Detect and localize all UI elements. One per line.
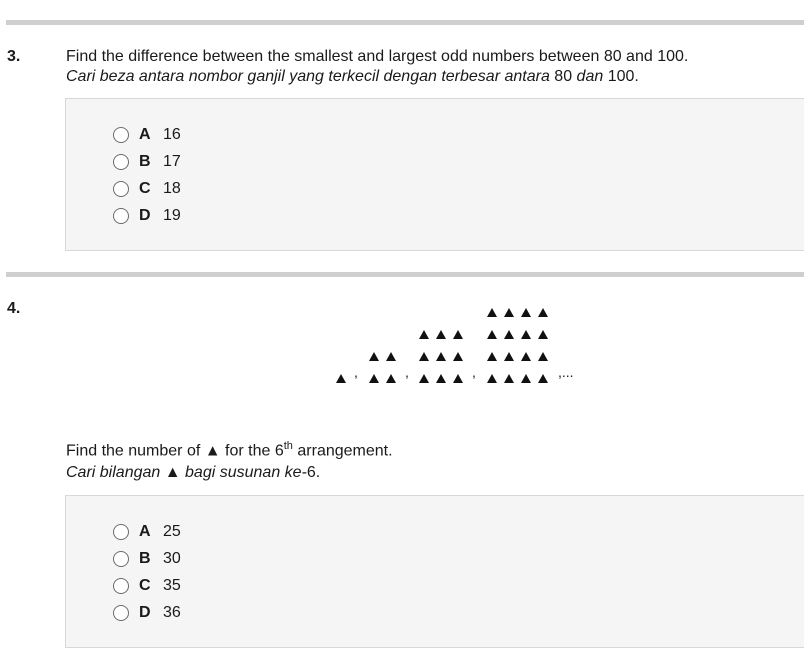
number-80: 80: [554, 68, 573, 85]
top-divider: [6, 20, 804, 25]
option-letter: A: [139, 126, 151, 143]
question-text-english: [66, 440, 393, 460]
option-letter: D: [139, 604, 151, 621]
option-letter: A: [139, 523, 151, 540]
radio-button[interactable]: [113, 127, 129, 143]
radio-button[interactable]: [113, 154, 129, 170]
radio-button[interactable]: [113, 208, 129, 224]
separator-comma: ,: [354, 364, 358, 380]
option-c[interactable]: [113, 179, 181, 199]
separator-comma: ,: [472, 364, 476, 380]
question-text-part: Cari bilangan: [66, 464, 165, 481]
continuation-ellipsis: ,...: [558, 364, 574, 380]
question-text-part: arrangement.: [292, 442, 393, 460]
option-letter: C: [139, 577, 151, 594]
question-number: 3.: [7, 48, 21, 65]
question-text-malay: [66, 464, 320, 482]
option-value: 18: [163, 180, 181, 197]
period: .: [634, 68, 639, 85]
separator-comma: ,: [405, 364, 409, 380]
option-letter: C: [139, 180, 151, 197]
option-a[interactable]: [113, 125, 181, 145]
option-a[interactable]: [113, 522, 181, 542]
option-b[interactable]: [113, 549, 181, 569]
option-d[interactable]: [113, 206, 181, 226]
triangle-sequence-figure: [320, 300, 590, 395]
question-divider: [6, 272, 804, 277]
radio-button[interactable]: [113, 551, 129, 567]
period: .: [315, 464, 321, 481]
question-text-malay-part: Cari beza antara nombor ganjil yang terkecil dengan terbesar antara: [66, 68, 555, 85]
triangle-icon: ▲: [164, 464, 181, 481]
radio-button[interactable]: [113, 181, 129, 197]
option-value: 17: [163, 153, 181, 170]
ordinal-suffix: th: [283, 440, 293, 452]
question-text-malay: [66, 68, 639, 86]
triangle-icon: ▲: [204, 442, 221, 460]
radio-button[interactable]: [113, 605, 129, 621]
number-100: 100: [607, 68, 635, 85]
answer-options-panel: [65, 495, 804, 648]
option-letter: B: [139, 550, 151, 567]
answer-options-panel: [65, 98, 804, 251]
question-text-part: for the: [220, 442, 275, 460]
option-value: 19: [163, 207, 181, 224]
radio-button[interactable]: [113, 524, 129, 540]
question-text-part: Find the number of: [66, 442, 205, 460]
option-b[interactable]: [113, 152, 181, 172]
option-value: 36: [163, 604, 181, 621]
option-value: 30: [163, 550, 181, 567]
arrangement-number: 6: [306, 464, 316, 481]
question-text-part: bagi susunan ke-: [180, 464, 307, 481]
triangle-pattern-icon: [320, 300, 590, 395]
option-value: 35: [163, 577, 181, 594]
radio-button[interactable]: [113, 578, 129, 594]
option-value: 16: [163, 126, 181, 143]
question-text-english: Find the difference between the smallest and largest odd numbers between 80 and 100.: [66, 48, 689, 65]
ordinal-number: 6: [274, 442, 284, 460]
question-number: 4.: [7, 300, 21, 317]
option-d[interactable]: [113, 603, 181, 623]
option-value: 25: [163, 523, 181, 540]
option-c[interactable]: [113, 576, 181, 596]
option-letter: B: [139, 153, 151, 170]
option-letter: D: [139, 207, 151, 224]
question-text-malay-part: dan: [572, 68, 608, 85]
